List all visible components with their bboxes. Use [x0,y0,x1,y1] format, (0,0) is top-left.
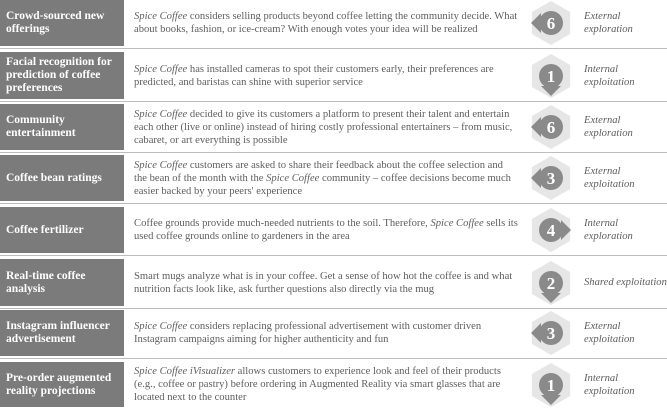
table-row [0,0,667,46]
row-divider [0,203,667,204]
description-text: sells its used coffee grounds online to gardeners in the area [134,218,518,242]
table-row [0,259,667,306]
category-badge [522,0,580,46]
category-badge [522,155,580,201]
brand-name: Spice Coffee [134,11,188,22]
category-badge [522,207,580,253]
badge-graphic [526,155,576,201]
innovation-type: Internal exploitation [584,372,635,397]
category-badge [522,310,580,356]
badge-graphic [526,0,576,46]
badge-graphic [526,362,576,408]
table-row [0,104,667,150]
table-row [0,310,667,356]
badge-number: 1 [546,375,556,395]
idea-description [124,259,522,306]
brand-name: Spice Coffee [134,108,188,120]
innovation-type: External exploration [584,11,633,35]
idea-description [124,207,522,253]
table-row [0,207,667,253]
brand-name: Spice Coffee [134,63,188,75]
brand-name: Spice Coffee [134,321,188,332]
badge-graphic [526,310,576,356]
row-divider [0,358,667,359]
category-badge [522,259,580,306]
description-text: community – coffee decisions become much easier backed by your peers' experience [134,172,511,197]
idea-title: Instagram influencer advertisement [0,310,124,356]
idea-description [124,52,522,99]
badge-number: 2 [546,273,556,293]
row-divider [0,308,667,309]
innovation-type: External exploitation [584,321,635,345]
row-divider [0,101,667,102]
brand-name: Spice Coffee iVisualizer [134,366,236,377]
category-badge [522,52,580,99]
table-row [0,52,667,99]
description-text: considers selling products beyond coffee letting the community decide. What about books, fashion, or ice-cream? With enough votes your idea will be realized [134,11,518,35]
idea-title: Pre-order augmented reality projections [0,362,124,407]
description-text: allows customers to experience look and feel of their products (e.g., coffee or pastry) before ordering in Augmented Reality via smart glasses that are located next to the counter [134,366,501,403]
category-badge [522,104,580,150]
table-row [0,362,667,407]
idea-description [124,362,522,407]
idea-title: Community entertainment [0,104,124,150]
description-text: has installed cameras to spot their customers early, their preferences are predicted, and baristas can shine with superior service [134,63,494,88]
badge-number: 3 [546,169,556,188]
description-text: Coffee grounds provide much-needed nutrients to the soil. Therefore, [134,218,431,229]
row-divider [0,255,667,256]
badge-number: 6 [546,118,556,137]
badge-number: 6 [546,14,556,33]
idea-description [124,310,522,356]
innovation-type: Shared exploitation [584,277,667,288]
badge-graphic [526,260,576,306]
row-divider [0,48,667,49]
idea-title: Facial recognition for prediction of coffee preferences [0,52,124,99]
badge-graphic [526,104,576,150]
idea-description [124,0,522,46]
idea-description [124,104,522,150]
idea-description [124,155,522,201]
badge-graphic [526,207,576,253]
row-divider [0,152,667,153]
idea-title: Real-time coffee analysis [0,259,124,306]
innovation-type: External exploitation [584,166,635,190]
innovation-type: External exploration [584,115,633,139]
table-row [0,155,667,201]
idea-title: Crowd-sourced new offerings [0,0,124,46]
brand-name: Spice Coffee [134,159,188,171]
brand-name: Spice Coffee [430,218,484,229]
innovation-type: Internal exploration [584,218,633,242]
idea-title: Coffee bean ratings [0,155,124,201]
badge-number: 1 [546,66,556,86]
badge-number: 4 [546,221,556,240]
brand-name: Spice Coffee [266,172,320,184]
badge-number: 3 [546,324,556,343]
idea-title: Coffee fertilizer [0,207,124,253]
description-text: decided to give its customers a platform to present their talent and entertain each other (live or online) instead of hiring costly professional entertainers – from music, cabaret, or art everything is possible [134,108,513,146]
badge-graphic [526,53,576,99]
description-text: customers are asked to share their feedback about the coffee selection and the bean of the month with the [134,159,503,184]
description-text: considers replacing professional advertisement with customer driven Instagram campaigns aiming for higher authenticity and fun [134,321,482,345]
description-text: Smart mugs analyze what is in your coffee. Get a sense of how hot the coffee is and what nutrition facts look like, ask further questions also directly via the mug [134,270,513,295]
innovation-type: Internal exploitation [584,63,635,88]
category-badge [522,362,580,407]
